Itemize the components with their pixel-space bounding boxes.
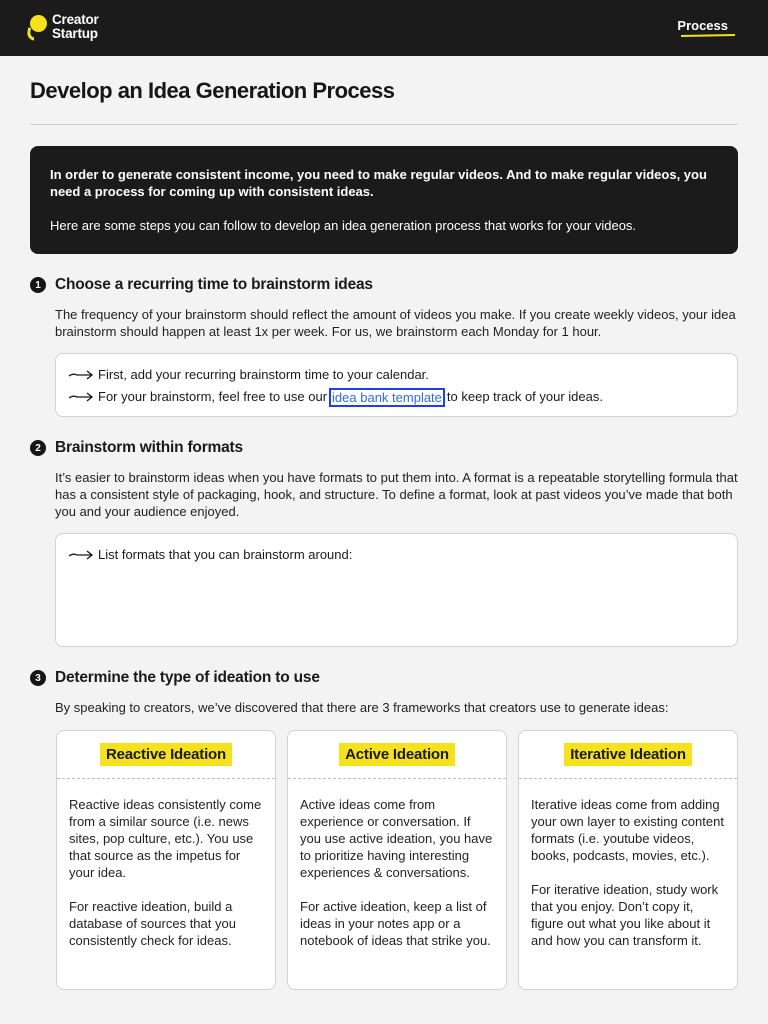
step-1-item-1-text: First, add your recurring brainstorm time to your calendar. <box>98 367 429 382</box>
step-1-body: The frequency of your brainstorm should reflect the amount of videos you make. If you create weekly videos, your idea brainstorm should happen at least 1x per week. For us, we brainstorm each Monday for 1 hour. <box>55 307 736 339</box>
intro-callout <box>30 146 738 254</box>
step-2-item-1-text: List formats that you can brainstorm around: <box>98 547 353 562</box>
nav-underline-scribble <box>681 34 735 37</box>
intro-paragraph-1: In order to generate consistent income, you need to make regular videos. And to make regular videos, you need a process for coming up with consistent ideas. <box>50 167 707 199</box>
card-paragraph-1: Reactive ideas consistently come from a similar source (i.e. news sites, pop culture, etc.). You use that source as the impetus for your idea. <box>69 797 262 880</box>
idea-bank-template-link[interactable]: idea bank template <box>329 388 445 407</box>
step-1-item-2-after: to keep track of your ideas. <box>446 389 603 404</box>
brand-name[interactable] <box>52 13 99 41</box>
step-2-body: It’s easier to brainstorm ideas when you have formats to put them into. A format is a repeatable storytelling formula that has a consistent style of packaging, hook, and structure. To define a format, look at past videos you’ve made that both you and your audience enjoyed. <box>55 470 738 519</box>
reactive-ideation-card <box>56 730 276 990</box>
brand-line-2: Startup <box>52 26 98 41</box>
step-2-heading <box>30 439 243 457</box>
step-1-item-1 <box>68 364 737 386</box>
active-ideation-card <box>287 730 507 990</box>
step-2-title: Brainstorm within formats <box>55 439 243 456</box>
step-2-item-1 <box>68 544 737 566</box>
long-arrow-right-icon <box>68 370 94 380</box>
long-arrow-right-icon <box>68 550 94 560</box>
card-body <box>288 779 506 949</box>
step-1-number: 1 <box>30 277 46 293</box>
step-1-title: Choose a recurring time to brainstorm ideas <box>55 276 373 293</box>
title-divider <box>30 124 738 125</box>
card-header <box>288 731 506 779</box>
card-body <box>519 779 737 949</box>
card-paragraph-1: Iterative ideas come from adding your own layer to existing content formats (i.e. youtube videos, books, podcasts, movies, etc.). <box>531 797 724 863</box>
brand-line-1: Creator <box>52 12 99 27</box>
step-1-item-2 <box>68 386 737 408</box>
step-2-number: 2 <box>30 440 46 456</box>
step-1-item-2-before: For your brainstorm, feel free to use our <box>98 389 328 404</box>
step-3-heading <box>30 669 320 687</box>
card-body <box>57 779 275 949</box>
card-paragraph-2: For active ideation, keep a list of ideas in your notes app or a notebook of ideas that strike you. <box>300 899 491 948</box>
intro-paragraph-2: Here are some steps you can follow to develop an idea generation process that works for your videos. <box>50 218 637 233</box>
step-1-card <box>55 353 738 417</box>
formats-list-card[interactable] <box>55 533 738 647</box>
step-1-heading <box>30 276 373 294</box>
card-header <box>57 731 275 779</box>
step-3-body: By speaking to creators, we’ve discovered that there are 3 frameworks that creators use to generate ideas: <box>55 700 669 715</box>
step-3-number: 3 <box>30 670 46 686</box>
card-paragraph-2: For reactive ideation, build a database of sources that you consistently check for ideas. <box>69 899 236 948</box>
nav-process-link[interactable]: Process <box>677 18 728 33</box>
iterative-ideation-card <box>518 730 738 990</box>
card-header <box>519 731 737 779</box>
card-title: Iterative Ideation <box>564 743 692 766</box>
card-paragraph-1: Active ideas come from experience or conversation. If you use active ideation, you have to prioritize having interesting experiences & conversations. <box>300 797 493 880</box>
card-paragraph-2: For iterative ideation, study work that you enjoy. Don’t copy it, figure out what you like about it and how you can transform it. <box>531 882 719 948</box>
logo-tail <box>26 27 36 40</box>
page-title: Develop an Idea Generation Process <box>30 78 395 103</box>
top-bar <box>0 0 768 56</box>
step-3-title: Determine the type of ideation to use <box>55 669 320 686</box>
card-title: Reactive Ideation <box>100 743 232 766</box>
long-arrow-right-icon <box>68 392 94 402</box>
card-title: Active Ideation <box>339 743 455 766</box>
